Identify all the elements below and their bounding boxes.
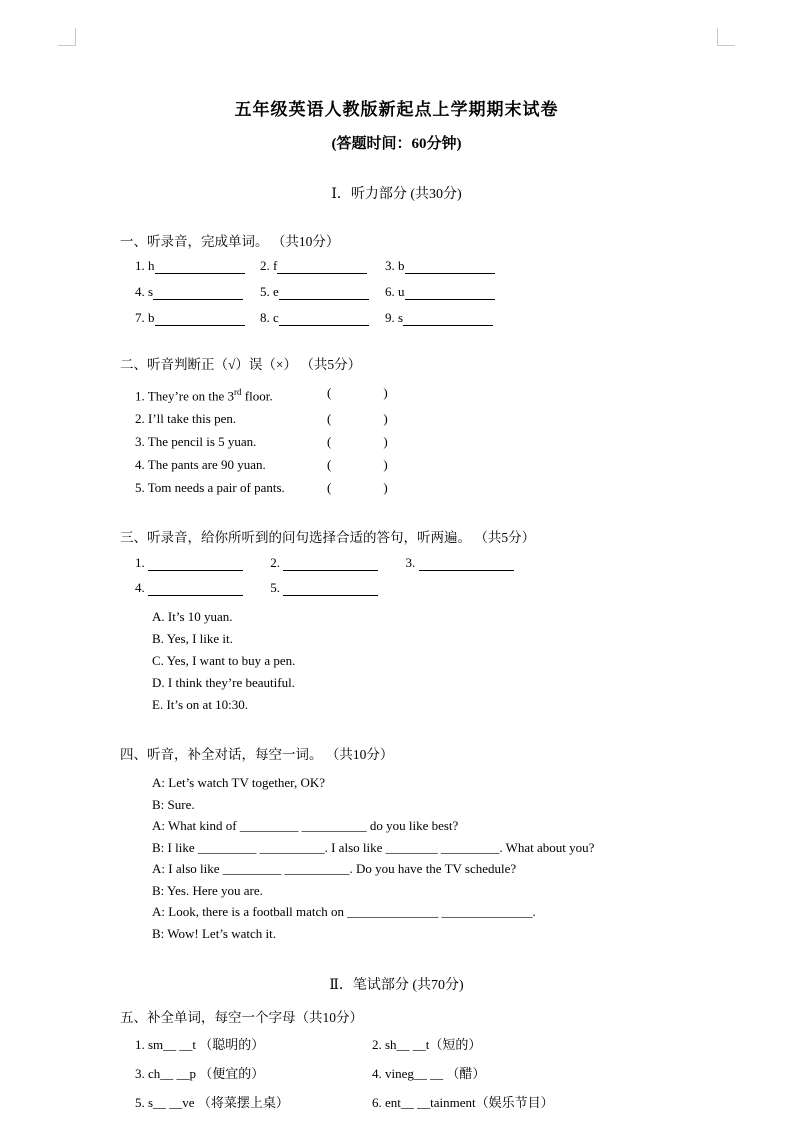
judge-statement: 5. Tom needs a pair of pants. — [135, 480, 285, 496]
word-completion-item: 3. ch__ __p （便宜的） — [135, 1066, 265, 1082]
answer-paren-open: ( — [327, 411, 332, 427]
answer-blank — [277, 260, 367, 274]
dialogue-line: B: Wow! Let’s watch it. — [152, 925, 277, 941]
answer-blank — [403, 312, 493, 326]
fill-word-label: 3. b — [385, 258, 405, 273]
answer-blank — [405, 260, 495, 274]
answer-blank — [279, 286, 369, 300]
dialogue-line: A: Look, there is a football match on ______________ ______________. — [152, 904, 536, 920]
answer-paren-close: ) — [383, 411, 388, 427]
answer-paren-close: ) — [383, 480, 388, 496]
answer-paren-open: ( — [327, 457, 332, 473]
dialogue-line: A: What kind of _________ __________ do you like best? — [152, 818, 459, 834]
word-completion-item: 5. s__ __ve （将菜摆上桌） — [135, 1095, 289, 1111]
judge-row — [135, 430, 793, 453]
section3-options — [152, 606, 793, 716]
blank-number: 1. — [135, 555, 145, 571]
judge-row — [135, 453, 793, 476]
option-item: E. It’s on at 10:30. — [152, 697, 249, 713]
fill-word-item — [260, 310, 385, 326]
section2-title: 二、听音判断正（√）误（×） （共5分） — [120, 357, 362, 372]
fill-word-item — [385, 258, 515, 274]
option-item: B. Yes, I like it. — [152, 631, 233, 647]
word-completion-item: 4. vineg__ __ （醋） — [372, 1066, 486, 1082]
page-title: 五年级英语人教版新起点上学期期末试卷 — [234, 100, 559, 119]
numbered-blank — [406, 555, 538, 571]
judge-statement-post: floor. — [241, 388, 273, 404]
answer-paren-close: ) — [383, 385, 388, 400]
word-completion-item: 1. sm__ __t （聪明的） — [135, 1037, 265, 1053]
fill-word-label: 4. s — [135, 284, 154, 299]
blank-number: 2. — [270, 555, 280, 571]
word-completion-item: 6. ent__ __tainment（娱乐节目） — [372, 1095, 554, 1111]
blank-number: 5. — [270, 580, 280, 596]
dialogue-line: B: Sure. — [152, 796, 195, 812]
listening-part-heading: Ⅰ．听力部分 (共30分) — [331, 187, 462, 202]
dialogue-line: A: I also like _________ __________. Do you have the TV schedule? — [152, 861, 517, 877]
option-item: D. I think they’re beautiful. — [152, 675, 295, 691]
page-subtitle: (答题时间：60分钟) — [331, 136, 462, 152]
judge-statement — [135, 381, 327, 407]
crop-mark-top-right-h — [717, 45, 735, 46]
fill-word-label: 8. c — [260, 310, 279, 325]
section2-judge-rows — [135, 381, 793, 499]
answer-paren-close: ) — [383, 434, 388, 450]
section4-dialogue — [152, 772, 793, 944]
judge-row — [135, 407, 793, 430]
answer-blank — [153, 286, 243, 300]
judge-row — [135, 476, 793, 499]
answer-paren-open: ( — [327, 385, 332, 400]
dialogue-line: A: Let’s watch TV together, OK? — [152, 775, 326, 791]
fill-word-item — [260, 284, 385, 300]
judge-row — [135, 381, 793, 407]
section1-title: 一、听录音，完成单词。 （共10分） — [120, 234, 340, 249]
answer-paren-open: ( — [327, 434, 332, 450]
crop-mark-top-right-v — [717, 28, 718, 46]
answer-blank — [148, 582, 243, 596]
fill-word-label: 1. h — [135, 258, 155, 273]
numbered-blank — [270, 555, 402, 571]
fill-word-label: 7. b — [135, 310, 155, 325]
judge-statement-sup: rd — [234, 387, 242, 397]
fill-word-label: 5. e — [260, 284, 279, 299]
answer-blank — [279, 312, 369, 326]
dialogue-line: B: I like _________ __________. I also like ________ _________. What about you? — [152, 839, 595, 855]
fill-word-label: 9. s — [385, 310, 404, 325]
answer-paren-close: ) — [383, 457, 388, 473]
judge-statement: 2. I’ll take this pen. — [135, 411, 237, 427]
section5-word-items — [135, 1034, 793, 1111]
blank-number: 3. — [405, 555, 416, 571]
answer-blank — [148, 557, 243, 571]
fill-word-item — [260, 258, 385, 274]
answer-blank — [283, 557, 378, 571]
answer-blank — [405, 286, 495, 300]
judge-statement: 4. The pants are 90 yuan. — [135, 457, 266, 473]
fill-word-label: 2. f — [260, 258, 278, 273]
blank-number: 4. — [135, 580, 145, 596]
fill-word-item — [135, 284, 260, 300]
fill-word-item — [135, 258, 260, 274]
crop-mark-top-left-h — [58, 45, 76, 46]
section3-title: 三、听录音，给你所听到的问句选择合适的答句，听两遍。 （共5分） — [120, 530, 536, 546]
fill-word-item — [385, 310, 515, 326]
judge-statement: 3. The pencil is 5 yuan. — [135, 434, 257, 450]
section1-fill-items — [135, 258, 793, 326]
fill-word-item — [385, 284, 515, 300]
numbered-blank — [135, 580, 267, 596]
answer-blank — [155, 312, 245, 326]
crop-mark-top-left-v — [75, 28, 76, 46]
word-completion-item: 2. sh__ __t（短的） — [372, 1037, 482, 1053]
fill-word-label: 6. u — [385, 284, 405, 299]
numbered-blank — [135, 555, 267, 571]
numbered-blank — [270, 580, 402, 596]
answer-blank — [419, 557, 514, 571]
option-item: A. It’s 10 yuan. — [152, 609, 233, 625]
dialogue-line: B: Yes. Here you are. — [152, 882, 263, 898]
section5-title: 五、补全单词，每空一个字母（共10分） — [120, 1010, 363, 1026]
section4-title: 四、听音，补全对话，每空一词。 （共10分） — [120, 747, 394, 763]
option-item: C. Yes, I want to buy a pen. — [152, 653, 296, 669]
section3-blank-row-2 — [135, 580, 793, 596]
fill-word-item — [135, 310, 260, 326]
answer-blank — [155, 260, 245, 274]
answer-blank — [283, 582, 378, 596]
judge-statement-pre: 1. They’re on the 3 — [135, 388, 235, 404]
section3-blank-row-1 — [135, 555, 793, 571]
answer-paren-open: ( — [327, 480, 332, 496]
writing-part-heading: Ⅱ．笔试部分 (共70分) — [329, 978, 464, 994]
